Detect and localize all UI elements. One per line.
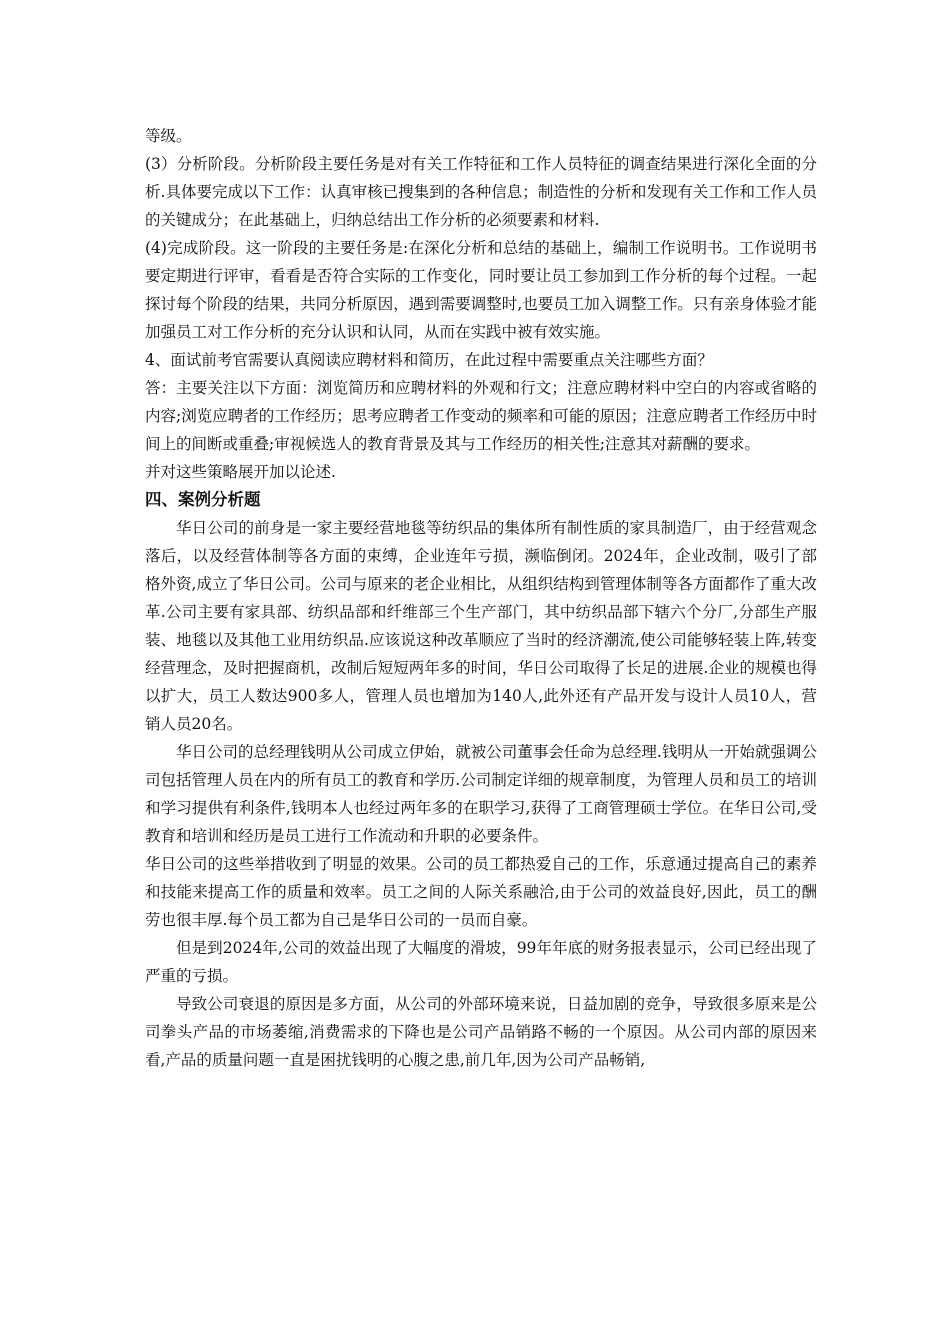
case-paragraph-decline: 但是到2024年,公司的效益出现了大幅度的滑坡，99年年底的财务报表显示，公司已经出现了严重的亏损。: [145, 939, 817, 985]
paragraph-analysis-stage: (3）分析阶段。分析阶段主要任务是对有关工作特征和工作人员特征的调查结果进行深化全面的分析.具体要完成以下工作：认真审核已搜集到的各种信息；制造性的分析和发现有关工作和工作人员的关键成分；在此基础上，归纳总结出工作分析的必须要素和材料.: [145, 155, 817, 229]
question-interview-review: 4、面试前考官需要认真阅读应聘材料和简历，在此过程中需要重点关注哪些方面？: [145, 351, 713, 369]
section-heading-case-analysis: 四、案例分析题: [145, 490, 261, 509]
answer-interview-review: 答：主要关注以下方面：浏览简历和应聘材料的外观和行文；注意应聘材料中空白的内容或省略的内容;浏览应聘者的工作经历；思考应聘者工作变动的频率和可能的原因；注意应聘者工作经历中时间上的间断或重叠;审视候选人的教育背景及其与工作经历的相关性;注意其对薪酬的要求。: [145, 379, 817, 453]
case-paragraph-background: 华日公司的前身是一家主要经营地毯等纺织品的集体所有制性质的家具制造厂，由于经营观念落后，以及经营体制等各方面的束缚，企业连年亏损，濒临倒闭。2024年，企业改制，吸引了部格外资,成立了华日公司。公司与原来的老企业相比，从组织结构到管理体制等各方面都作了重大改革.公司主要有家具部、纺织品部和纤维部三个生产部门，其中纺织品部下辖六个分厂,分部生产服装、地毯以及其他工业用纺织品.应该说这种改革顺应了当时的经济潮流,使公司能够轻装上阵,转变经营理念，及时把握商机，改制后短短两年多的时间，华日公司取得了长足的进展.企业的规模也得以扩大，员工人数达900多人，管理人员也增加为140人,此外还有产品开发与设计人员10人，营销人员20名。: [145, 519, 817, 733]
paragraph-completion-stage: (4)完成阶段。这一阶段的主要任务是:在深化分析和总结的基础上，编制工作说明书。工作说明书要定期进行评审，看看是否符合实际的工作变化，同时要让员工参加到工作分析的每个过程。一起探讨每个阶段的结果，共同分析原因，遇到需要调整时,也要员工加入调整工作。只有亲身体验才能加强员工对工作分析的充分认识和认同，从而在实践中被有效实施。: [145, 239, 817, 341]
document-page: [145, 122, 817, 1074]
case-paragraph-effects: 华日公司的这些举措收到了明显的效果。公司的员工都热爱自己的工作，乐意通过提高自己的素养和技能来提高工作的质量和效率。员工之间的人际关系融洽,由于公司的效益良好,因此，员工的酬劳也很丰厚.每个员工都为自己是华日公司的一员而自豪。: [145, 855, 817, 929]
paragraph-grade-continuation: 等级。: [145, 127, 192, 145]
paragraph-strategy-note: 并对这些策略展开加以论述.: [145, 463, 336, 481]
case-paragraph-general-manager: 华日公司的总经理钱明从公司成立伊始，就被公司董事会任命为总经理.钱明从一开始就强调公司包括管理人员在内的所有员工的教育和学历.公司制定详细的规章制度，为管理人员和员工的培训和学习提供有利条件,钱明本人也经过两年多的在职学习,获得了工商管理硕士学位。在华日公司,受教育和培训和经历是员工进行工作流动和升职的必要条件。: [145, 743, 817, 845]
case-paragraph-causes: 导致公司衰退的原因是多方面，从公司的外部环境来说，日益加剧的竞争，导致很多原来是公司拳头产品的市场萎缩,消费需求的下降也是公司产品销路不畅的一个原因。从公司内部的原因来看,产品的质量问题一直是困扰钱明的心腹之患,前几年,因为公司产品畅销,: [145, 995, 817, 1069]
